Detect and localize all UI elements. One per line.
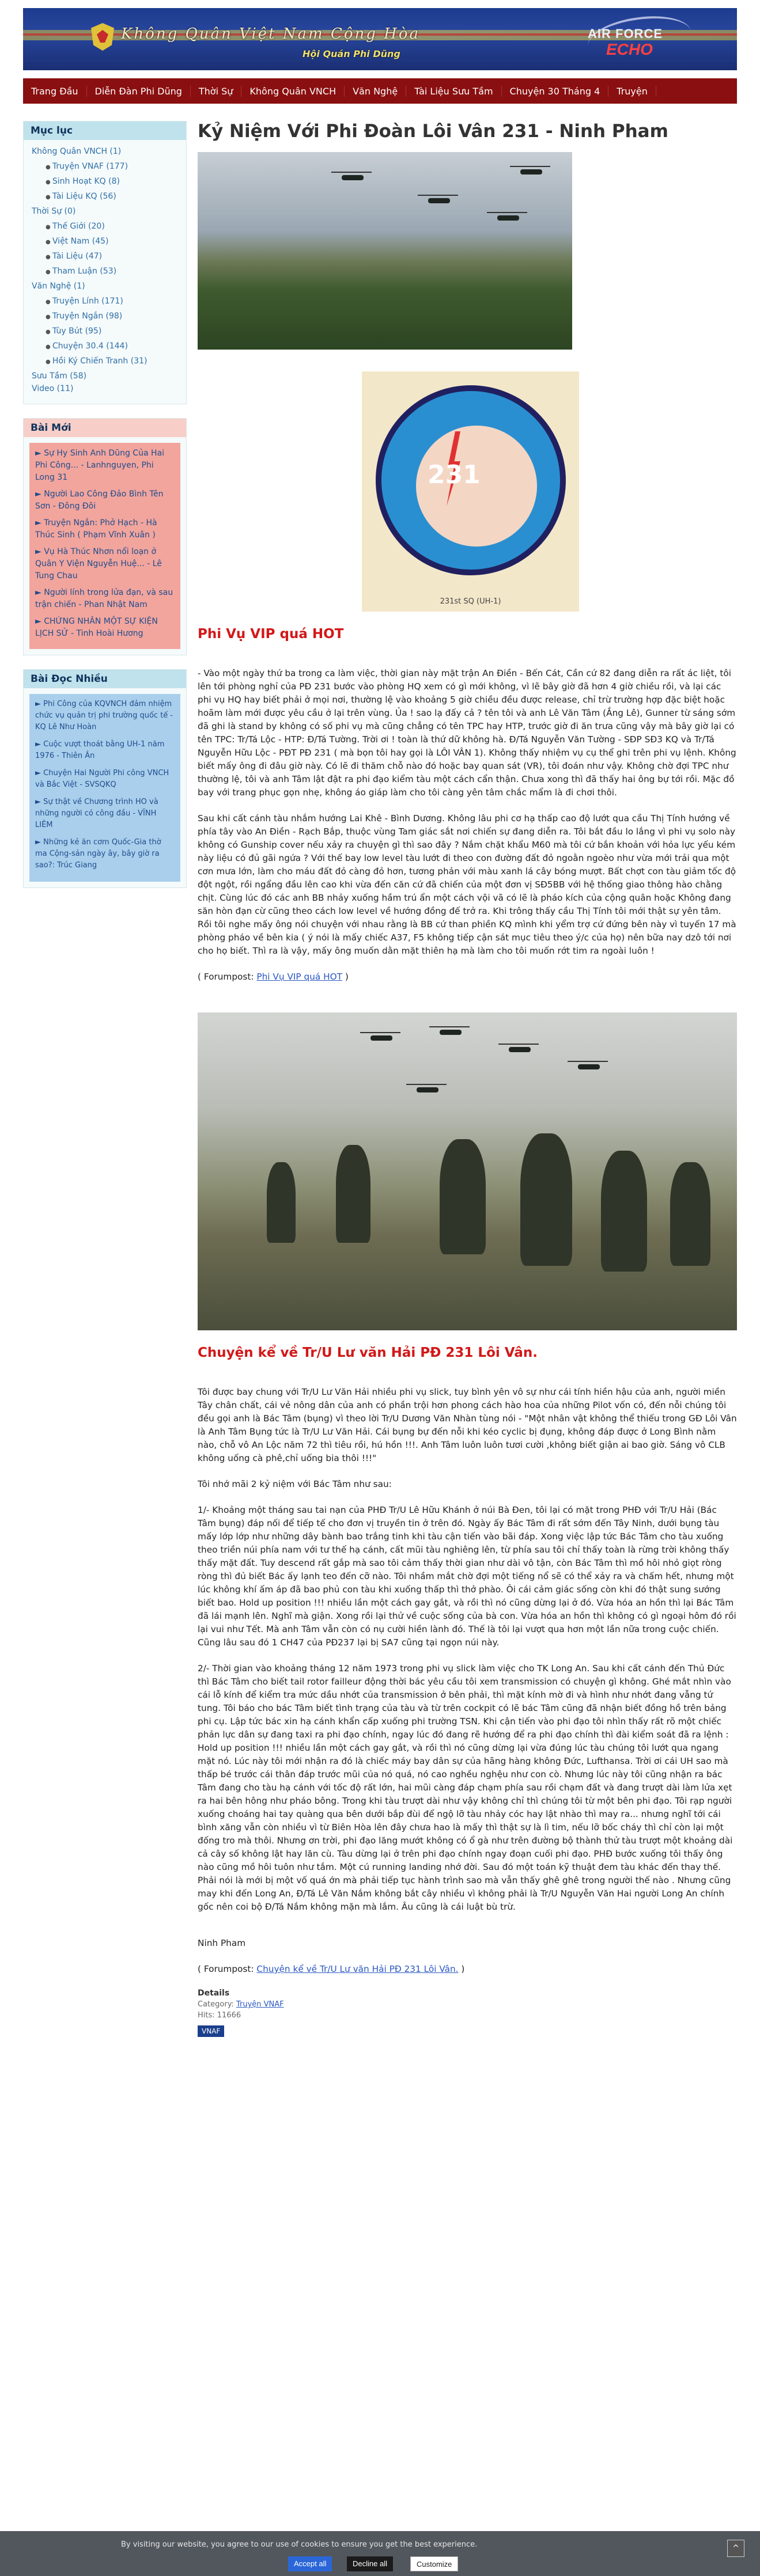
latest-item[interactable]: ► CHỨNG NHÂN MỘT SỰ KIỆN LỊCH SỬ - Tinh Hoài Hương xyxy=(35,617,158,638)
subcategory-item[interactable]: ● Hồi Ký Chiến Tranh (31) xyxy=(46,356,180,366)
category-link[interactable]: Truyện VNAF xyxy=(236,2000,284,2009)
category-menu-title: Mục lục xyxy=(24,122,186,140)
popular-item[interactable]: ► Những kẻ ăn cơm Quốc-Gia thờ ma Cộng-sản ngày ây, bây giờ ra sao?: Trúc Giang xyxy=(35,838,161,870)
latest-item[interactable]: ► Truyện Ngắn: Phở Hạch - Hà Thúc Sinh ( Phạm Vĩnh Xuân ) xyxy=(35,518,157,540)
patch-caption: 231st SQ (UH-1) xyxy=(440,597,501,606)
subcategory-item[interactable]: ● Truyện Lính (171) xyxy=(46,297,180,306)
forum-prefix: ( Forumpost: xyxy=(198,972,257,982)
forum-suffix: ) xyxy=(458,1964,465,1974)
article-paragraph: 2/- Thời gian vào khoảng tháng 12 năm 1973 trong phi vụ slick làm việc cho TK Long An. Sau khi cất cánh đến Thủ Đức thì Bác Tâm cho biết tail rotor failleur động thời bác yêu cầu tôi xem transmission có chuyện gì không. Ghé mắt nhìn vào cái lỗ kính để kiểm tra mức dầu nhớt của transmission ở bên phải, thì mặt kính mờ đi và hình như nhớt đang vẫng tứ tung. Tôi báo cho bác Tâm biết tình trạng của tàu và từ trên cockpit có lẽ bác Tâm cũng đã nhận biết đồng hồ trên bảng phi cụ. Lập tức bác xin hạ cánh khẩn cấp xuống phi trường TSN. Khi cận tiến vào phi đạo tôi nhìn thấy rất rõ một chiếc phản lực dân sự đang taxi ra phi đạo chính, ngay lúc đó đang rẽ hướng để ra phi đạo chính thì đài kiểm soát đã ra lệnh : Hold up position !!! nhiều lần một cách gay gắt, và rồi thì nó cũng dừng lại vừa đúng lúc tàu chúng tôi lướt qua ngang mặt nó. Lúc này tôi mới nhận ra đó là chiếc máy bay dân sự của hãng hàng không Đức, Lufthansa. Trời ơi cái UH sao mà thấp bé trước cái thân đáp trước mũi của nó quá, nó cao nghều nghệu như con cò. Nhưng lúc này tôi cũng nhận ra bác Tâm đang cho tàu hạ cánh với tốc độ rất lớn, hai mũi càng đáp chạm phía sau rồi chạm đất và đang trượt dài làm lửa xẹt ra hai bên hông như pháo bông. Trong khi tàu trượt dài như vậy không chỉ thì chúng tôi từ một bên phi đạo. Tôi rạp người xuống choáng hai tay quàng qua bên dưới bắp đùi để ngộ lỡ tàu nhảy cóc hay lật nhào thì may ra... nhưng nghĩ tới cái bình xăng vẫn còn nhiều vì từ Biên Hòa lên đây chưa hao là mấy thì thật sự là lì tim, nếu lỡ bốc cháy thì chỉ còn lại một đống tro mà thôi. Nhưng ơn trời, phi đạo lăng mướt không có ổ gà như trên đường bộ thành thử tàu trượt một khoảng dài cả cây số không lật hay lăn cù. Tàu dừng lại ở trên phi đạo chính ngay đoạn cuối phi đạo. PHĐ bước xuống tôi thấy ông nào cũng mồ hôi tuôn như tắm. Một cú running landing nhớ đời. Sau đó một toán kỹ thuật đem tàu khác đến thay thế. Phải nói là mới bị một vố quá ớn mà phải tiếp tục hành trình sao mà vẫn thấy ghê ghê trong người thế nào . Nhưng cũng may khi đến Long An, Đ/Tá Lê Văn Nắm không bắt cây nhiều vì không phải là Tr/U Nguyễn Văn Hai người Long An chính gốc nên coi bộ Đ/Tá Nắm không mặn mà lắm. Âu cũng là cái luật bù trừ. xyxy=(198,1663,733,1912)
soldier-figure xyxy=(670,1162,710,1266)
article-paragraph: - Vào một ngày thứ ba trong ca làm việc, thời gian này mặt trận An Điền - Bến Cát, Cần cứ 82 đang diễn ra rất ác liệt, tôi lên tới phòng nghỉ của PĐ 231 bước vào phòng HQ xem có gì mới không, vì lẽ bây giờ đã hơn 4 giờ chiều rồi, và lại các phi vụ HQ hay biết phải ở mọi nơi, thường lệ vào khoảng 5 giờ chiều đều được release, chỉ trừ trường hợp đặc biệt hoặc hoãm làm mới được yêu cầu ở lại trên vùng. Ủa ! sao lạ đấy cả ? tên tôi và anh Lê Văn Tâm (Ắng Lê), Gunner từ sáng sớm đã ghi là stand by không có số phi vụ mà cũng chẳng có tên TPC hay HTP, trước giờ đi ăn trưa cũng vậy mà bây giờ lại có tên TPC: Tr/Tá Lộc - HTP: Đ/Tá Tường. Trời ơi ! toàn là thứ dữ không hà. Đ/Tá Nguyễn Văn Tường - SĐP SĐ3 KQ và Tr/Tá Nguyễn Hữu Lộc - PĐT PĐ 231 ( mà bọn tôi hay gọi là LÔI VÂN 1). Không thấy nhiệm vụ cụ thể ghi trên phi vụ lệnh. Không biết mấy ông đi đâu giờ này. Có lẽ đi thăm chỗ nào đó hoặc bay quan sát (VR), tôi đoán như vậy. Không chờ đợi TPC như thường lệ, tôi và anh Tâm lật đật ra phi đạo kiểm tàu một cách cẩn thận. Chưa xong thì đã thấy hai ông bự tới rồi. Mặc đồ bay với trang phục gọn nhẹ, không áo giáp làm cho tôi càng yên tâm chắc mẩm là đi chơi thôi. xyxy=(198,668,736,798)
forum-post-link[interactable]: Phi Vụ VIP quá HOT xyxy=(256,972,343,982)
logo-air-force-text: AIR FORCE xyxy=(588,26,663,41)
article-paragraph: Tôi nhớ mãi 2 kỷ niệm với Bác Tâm như sau: xyxy=(198,1479,392,1489)
nav-stories[interactable]: Truyện xyxy=(608,86,656,97)
hits-count: Hits: 11666 xyxy=(198,2011,241,2020)
patch-circle xyxy=(376,385,566,575)
forum-post-link[interactable]: Chuyện kể về Tr/U Lư văn Hải PĐ 231 Lôi Vân. xyxy=(256,1964,459,1974)
details-label: Details xyxy=(198,1989,230,1998)
latest-item[interactable]: ► Sự Hy Sinh Anh Dũng Của Hai Phi Công... - Lanhnguyen, Phi Long 31 xyxy=(35,449,164,482)
subcategory-item[interactable]: ● Sinh Hoạt KQ (8) xyxy=(46,177,180,186)
category-item[interactable]: Video (11) xyxy=(32,384,74,393)
helicopter-shape xyxy=(370,1035,392,1041)
category-badge[interactable]: VNAF xyxy=(198,2025,224,2037)
forum-post-line xyxy=(198,1963,737,1976)
helicopter-shape xyxy=(520,169,542,174)
main-nav xyxy=(23,78,737,104)
patch-number: 231 xyxy=(428,460,481,490)
subcategory-item[interactable]: ● Việt Nam (45) xyxy=(46,237,180,246)
helicopter-shape xyxy=(342,175,364,180)
soldier-figure xyxy=(267,1162,296,1243)
forum-prefix: ( Forumpost: xyxy=(198,1964,257,1974)
subcategory-item[interactable]: ● Truyện VNAF (177) xyxy=(46,162,180,171)
cookie-banner xyxy=(0,2531,760,2576)
nav-home[interactable]: Trang Đầu xyxy=(23,86,87,97)
subcategory-item[interactable]: ● Tùy Bút (95) xyxy=(46,327,180,336)
logo-echo-text: ECHO xyxy=(606,40,653,58)
helicopter-shape xyxy=(417,1087,438,1092)
latest-title: Bài Mới xyxy=(24,419,186,437)
decline-all-button[interactable]: Decline all xyxy=(347,2556,393,2571)
category-item[interactable]: Văn Nghệ (1) xyxy=(32,282,85,291)
article-paragraph: Tôi được bay chung với Tr/U Lư Văn Hải nhiều phi vụ slick, tuy bình yên vô sự như cái tính hiền hậu của anh, người miền Tây chân chất, cái vẻ nông dân của anh có phần trội hơn phong cách hào hoa của những Pilot vốn có, đến nỗi chúng tôi đều gọi anh là Bác Tâm (bụng) vì theo lời Tr/U Dương Văn Nhàn tùng nói - "Một nhân vật không thể thiếu trong GĐ Lôi Vân là Anh Tâm Bụng tức là Tr/U Lư Văn Hải. Cái bụng bự đến nỗi khi kéo cyclic bị đụng, không đáp được ở Long Bình nằm nào, chỗ vô An Lộc năm 72 thì tiêu rồi, hú hồn !!!. Anh Tâm luôn luôn tươi cười ,không biết giận ai bao giờ. Sáng vô CLB không uống cà phê,chỉ uống bia thôi !!!" xyxy=(198,1387,737,1463)
nav-documents[interactable]: Tài Liệu Sưu Tầm xyxy=(406,86,501,97)
article-details xyxy=(198,1989,737,2037)
popular-item[interactable]: ► Cuộc vượt thoát bằng UH-1 năm 1976 - Thiên Ân xyxy=(35,740,165,760)
popular-item[interactable]: ► Phi Công của KQVNCH đảm nhiệm chức vụ quản trị phi trường quốc tế - KQ Lê Như Hoàn xyxy=(35,700,173,731)
site-header xyxy=(23,8,737,70)
nav-literature[interactable]: Văn Nghệ xyxy=(345,86,406,97)
helicopter-shape xyxy=(497,215,519,221)
soldier-figure xyxy=(601,1151,647,1272)
accept-all-button[interactable]: Accept all xyxy=(288,2556,332,2571)
forum-post-line xyxy=(198,970,737,984)
soldier-figure xyxy=(440,1139,486,1254)
latest-item[interactable]: ► Vụ Hà Thúc Nhơn nổi loạn ở Quân Y Viện Nguyễn Huệ... - Lê Tung Chau xyxy=(35,547,162,581)
category-item[interactable]: Thời Sự (0) xyxy=(32,207,76,216)
soldier-figure xyxy=(520,1133,572,1266)
category-item[interactable]: Sưu Tầm (58) xyxy=(32,371,87,381)
popular-articles xyxy=(23,669,187,888)
soldiers-helicopters-photo xyxy=(198,1012,737,1330)
subcategory-item[interactable]: ● Tài Liệu KQ (56) xyxy=(46,192,180,201)
site-subtitle: Hội Quán Phi Dũng xyxy=(303,48,400,59)
helicopter-shape xyxy=(428,198,450,203)
section-heading-vip: Phi Vụ VIP quá HOT xyxy=(198,627,344,642)
helicopter-shape xyxy=(440,1030,462,1035)
author-signature: Ninh Pham xyxy=(198,1938,246,1948)
popular-item[interactable]: ► Chuyện Hai Người Phi công VNCH và Bắc Việt - SVSQKQ xyxy=(35,769,169,789)
latest-articles xyxy=(23,418,187,655)
subcategory-item[interactable]: ● Thế Giới (20) xyxy=(46,222,180,231)
subcategory-item[interactable]: ● Tham Luận (53) xyxy=(46,267,180,276)
category-menu xyxy=(23,121,187,404)
cookie-text: By visiting our website, you agree to our use of cookies to ensure you get the best experience. xyxy=(121,2540,478,2549)
category-prefix: Category: xyxy=(198,2000,236,2009)
popular-title: Bài Đọc Nhiều xyxy=(24,670,186,688)
air-force-echo-logo xyxy=(576,17,697,63)
helicopter-shape xyxy=(578,1064,600,1069)
helicopter-shape xyxy=(509,1047,531,1052)
site-title[interactable]: Không Quân Việt Nam Cộng Hòa xyxy=(121,25,420,43)
vnaf-emblem-icon[interactable] xyxy=(91,23,114,51)
nav-news[interactable]: Thời Sự xyxy=(191,86,242,97)
article xyxy=(198,115,737,2037)
latest-item[interactable]: ► Người Lao Công Đảo Bình Tên Sơn - Đông Đôi xyxy=(35,490,164,511)
soldier-figure xyxy=(336,1145,370,1243)
article-paragraph: Sau khi cất cánh tàu nhắm hướng Lai Khê - Bình Dương. Không lâu phi cơ hạ thấp cao độ lướt qua cầu Thị Tính hướng về phía tây vào An Điền - Rạch Bắp, thuộc vùng Tam giác sắt nơi chiến sự đang diễn ra. Tôi bắt đầu lo lắng vì phi vụ solo này không có Gunship cover nếu xảy ra chuyện gì thì sao đây ? Nắm chặt khẩu M60 mà tôi cứ bắn khoản với hỏa lực yếu kém này liệu có đủ gãi ngứa ? Với thế bay low level tàu lướt đi theo con đường đất đỏ ngoằn ngoèo như vừa mới trải qua một cơn mưa lớn, làm cho máu đất đỏ càng đỏ hơn, tương phản với màu xanh lá cây bóng mượt. Bất chợt con tàu giảm tốc độ đột ngột, rồi ngẩng đầu lên cao khi vừa đến căn cứ đã chiến của một đơn vị SĐ5BB với hệ thống giao thông hào chằng chịt. Cùng lúc đó các anh BB nhảy xuống hầm trú ẩn một cách vội vã có lẽ là pháo kích của cộng quân hoặc Không đang săn hòn đạn cừ cũng theo cách low level về hướng đồng đế trở ra. Khi trông thấy cầu Thị Tính tôi mới thật sự yên tâm. Rồi tôi nghe mấy ông nói chuyện với nhau rằng là BB cứ than phiền KQ mình khi yểm trợ cứ đứng bên này vì tuyến 17 mà phòng pháo về bên kia ( ý nói là mấy chiếc A37, F5 không tiếp cận sát mục tiêu theo ý/c của họ) nên bữa nay dzô tới nơi cho họ biết. Thì ra là vậy, mấy ông muốn dằn mặt thiên hạ mà làm cho tôi muốn rớt tim ra ngoài luôn ! xyxy=(198,813,736,956)
category-meta xyxy=(198,2000,737,2009)
category-item[interactable]: Không Quân VNCH (1) xyxy=(32,147,122,156)
nav-april-30[interactable]: Chuyện 30 Tháng 4 xyxy=(502,86,609,97)
nav-vnaf[interactable]: Không Quân VNCH xyxy=(241,86,345,97)
article-title: Kỷ Niệm Với Phi Đoàn Lôi Vân 231 - Ninh Pham xyxy=(198,121,668,142)
subcategory-item[interactable]: ● Chuyện 30.4 (144) xyxy=(46,342,180,351)
helicopters-over-field-photo xyxy=(198,152,572,350)
subcategory-item[interactable]: ● Tài Liệu (47) xyxy=(46,252,180,261)
squadron-patch-image xyxy=(362,371,579,612)
subcategory-item[interactable]: ● Truyện Ngắn (98) xyxy=(46,312,180,321)
latest-item[interactable]: ► Người lính trong lửa đạn, và sau trận chiến - Phan Nhật Nam xyxy=(35,588,173,609)
forum-suffix: ) xyxy=(342,972,349,982)
customize-button[interactable]: Customize xyxy=(410,2556,458,2571)
sidebar xyxy=(23,121,187,902)
section-heading-story: Chuyện kể về Tr/U Lư văn Hải PĐ 231 Lôi Vân. xyxy=(198,1345,538,1360)
back-to-top-icon[interactable]: ^ xyxy=(727,2540,744,2557)
popular-item[interactable]: ► Sự thật về Chương trình HO và những người có công đầu - VĨNH LIÊM xyxy=(35,798,158,829)
nav-forum[interactable]: Diễn Đàn Phi Dũng xyxy=(87,86,191,97)
article-paragraph: 1/- Khoảng một tháng sau tai nạn của PHĐ Tr/U Lê Hữu Khánh ở núi Bà Đen, tôi lại có mặt trong PHĐ với Tr/U Hải (Bác Tâm bụng) đáp nối để tiếp tế cho đơn vị truyền tin ở trên đó. Ngày ấy Bác Tâm đi rất sớm đến Tây Ninh, dưới bụng tàu mấy lớp lớp như những dây bành bao trắng tinh khi tàu cận tiến vào bãi đáp. Xong việc lập tức Bác Tâm cho tàu xuống theo triền núi phía nam với tư thế hạ cánh, cất mũi tàu nghiêng lên, từ phía sau tôi chỉ thấy toàn là rừng trời không thấy thấy mặt đất. Tuy descend rất gắp mà sao tôi cảm thấy thời gian như dài vô tận, còn Bác Tâm thì mồ hôi nhỏ giọt ròng ròng thì đủ biết Bác ấy lạnh teo đến cỡ nào. Tôi nhầm mắt chờ đợi một tiếng nổ sẽ có thể xảy ra và chấm hết, nhưng một lúc không khí ấm áp đã bao phủ con tàu khi xuống thấp thì thở phào. Ôi cái cảm giác sống còn khi đó thật sung sướng biết bao. Hold up position !!! nhiều lần một cách gay gắt, và rồi thì nó cũng dừng lại ở đó. Vừa hóa an hồn thì lại Bác Tâm đã lái mạnh lên. Nghĩ mà giận. Xong rồi lại thử về cuộc sống của bà con. Vừa hóa an hồn thì không có gì ngoại hôm đó rồi lại vui như Tết. Mà anh Tâm vẫn còn có nụ cười hiền lành đó. Thế là tôi lại vượt qua hơn một lần nữa trong cuộc chiến. Cũng lâu sau đó 1 CH47 của PĐ237 lại bị SA7 cũng tại ngọn núi này. xyxy=(198,1505,736,1648)
